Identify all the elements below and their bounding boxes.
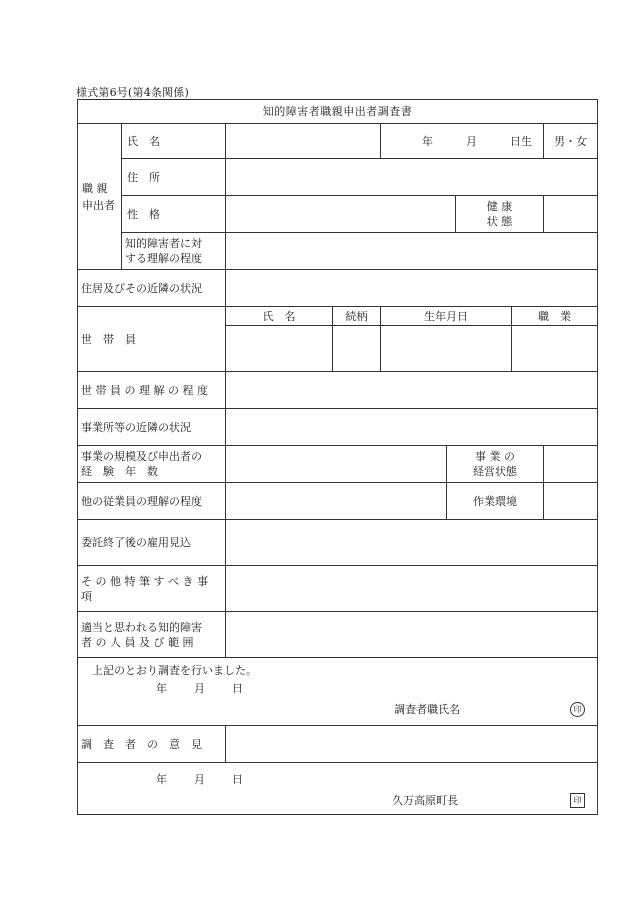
employment-prospect-label: 委託終了後の雇用見込 <box>78 520 226 566</box>
mayor-title: 久万高原町長 <box>392 794 459 807</box>
work-environment-field[interactable] <box>544 483 598 520</box>
understanding-label: 知的障害者に対 する理解の程度 <box>122 233 226 270</box>
health-label: 健 康 状 態 <box>456 196 544 233</box>
suitable-persons-field[interactable] <box>226 612 598 658</box>
birth-date-field[interactable] <box>381 124 544 159</box>
approval-day: 日 <box>232 773 243 786</box>
household-col-birthdate: 生年月日 <box>381 307 512 326</box>
business-scale-label: 事業の規模及び申出者の 経 験 年 数 <box>78 446 226 483</box>
approval-year: 年 <box>156 773 167 786</box>
business-scale-field[interactable] <box>226 446 447 483</box>
work-environment-label: 作業環境 <box>447 483 544 520</box>
investigation-date[interactable] <box>92 680 585 698</box>
approval-date[interactable] <box>92 771 585 789</box>
household-understanding-field[interactable] <box>226 372 598 409</box>
suitable-persons-label: 適当と思われる知的障害 者 の 人 員 及 び 範 囲 <box>78 612 226 658</box>
business-status-label: 事 業 の 経営状態 <box>447 446 544 483</box>
household-col-occupation: 職 業 <box>512 307 598 326</box>
applicant-name-field[interactable] <box>226 124 381 159</box>
gender-field[interactable]: 男・女 <box>544 124 598 159</box>
other-notes-label: そ の 他 特 筆 す べ き 事 項 <box>78 566 226 612</box>
address-label: 住 所 <box>122 159 226 196</box>
coworker-understanding-field[interactable] <box>226 483 447 520</box>
other-notes-field[interactable] <box>226 566 598 612</box>
investigator-opinion-label: 調 査 者 の 意 見 <box>78 726 226 763</box>
seal-stamp-icon: 印 <box>570 793 585 808</box>
residence-label: 住居及びその近隣の状況 <box>78 270 226 307</box>
household-birthdate-field[interactable] <box>381 326 512 372</box>
personality-label: 性 格 <box>122 196 226 233</box>
household-col-relation: 続柄 <box>333 307 381 326</box>
investigation-statement: 上記のとおり調査を行いました。 <box>92 664 257 677</box>
address-field[interactable] <box>226 159 598 196</box>
survey-form-table <box>77 99 598 815</box>
form-title: 知的障害者職親申出者調査書 <box>78 100 598 124</box>
household-name-field[interactable] <box>226 326 333 372</box>
investigation-day: 日 <box>232 682 243 695</box>
investigator-name-label: 調査者職氏名 <box>394 703 461 716</box>
investigation-statement-block <box>78 658 598 726</box>
investigation-month: 月 <box>194 682 205 695</box>
household-label: 世 帯 員 <box>78 307 226 372</box>
workplace-neighbors-field[interactable] <box>226 409 598 446</box>
household-understanding-label: 世 帯 員 の 理 解 の 程 度 <box>78 372 226 409</box>
birth-day-label: 日生 <box>510 134 532 148</box>
birth-month-label: 月 <box>466 134 477 148</box>
household-relation-field[interactable] <box>333 326 381 372</box>
household-occupation-field[interactable] <box>512 326 598 372</box>
business-status-field[interactable] <box>544 446 598 483</box>
employment-prospect-field[interactable] <box>226 520 598 566</box>
seal-icon: 印 <box>570 702 585 717</box>
personality-field[interactable] <box>226 196 456 233</box>
investigator-opinion-field[interactable] <box>226 726 598 763</box>
approval-block <box>78 763 598 815</box>
investigation-year: 年 <box>156 682 167 695</box>
form-number-label: 様式第6号(第4条関係) <box>76 86 189 99</box>
health-field[interactable] <box>544 196 598 233</box>
understanding-field[interactable] <box>226 233 598 270</box>
approval-month: 月 <box>194 773 205 786</box>
household-col-name: 氏 名 <box>226 307 333 326</box>
applicant-group-label: 職 親 申出者 <box>78 124 122 270</box>
coworker-understanding-label: 他の従業員の理解の程度 <box>78 483 226 520</box>
workplace-neighbors-label: 事業所等の近隣の状況 <box>78 409 226 446</box>
name-label: 氏 名 <box>122 124 226 159</box>
birth-year-label: 年 <box>422 134 433 148</box>
residence-field[interactable] <box>226 270 598 307</box>
